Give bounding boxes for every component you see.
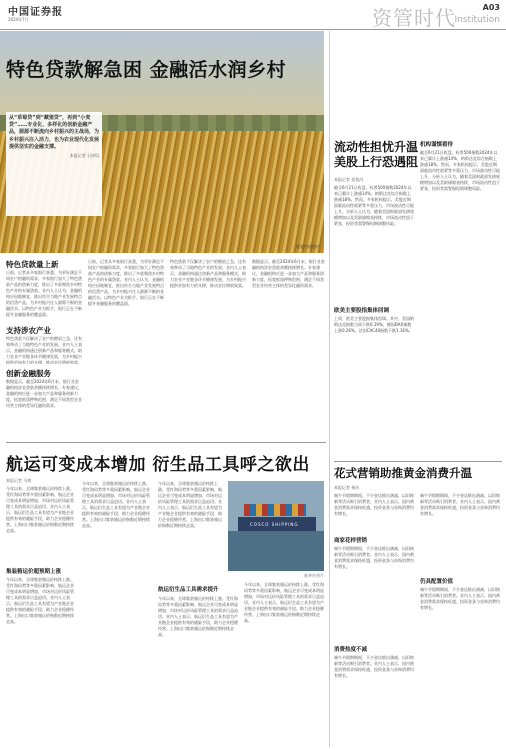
lead-text-col1: 日前，记者从多家银行获悉，为更好满足不同农户的融资需求，多家银行加大了特色贷款产品的创新力度，推出了多款聚焦乡村特色产业的专属贷款。业内人士认为，金融机构应因地制宜，推出符合当地产业发展特点的信贷产品，为乡村振兴注入源源不断的金融活水。以特色产业为抓手，银行正在不断提升金融服务的覆盖面。 [6,270,82,317]
column-divider [329,31,330,747]
page-header [0,0,506,30]
lead-byline: 本报记者 石诗语 [69,153,99,159]
photo-sea [228,531,324,572]
issue-date: 2024年7月 [8,17,29,22]
right-top-subhead-2: 欧美主要股指集体回调 [334,308,390,314]
lead-text-col1c: 数据显示，截至2024年6月末，银行业金融机构涉农贷款余额持续增长。专家建议，金融机构应进一步加大产品和服务创新力度，拓宽抵质押物范围，满足不同类型农业经营主体的差异化融资需求。 [6,379,82,408]
section-title: 资管时代 [372,6,456,30]
ship-label: COSCO SHIPPING [250,521,299,527]
lead-section-head-1: 特色贷款量上新 [6,260,59,269]
right-top-text-col2: 截至6月21日收盘，标普500指数2024年以来已累计上涨逾14%，纳斯达克综合指数上涨逾18%。然而，多家机构提示，美股近期面临流动性收紧等多重压力，市场波动性可能上升。分析人士认为，随着美国财政部发债规模增加以及美联储缩表持续，市场流动性趋于紧张，投资者需警惕短期调整风险。 [420,150,500,191]
second-byline: 本报记者 马爽 [6,478,32,483]
right-top-subhead-1: 机构谨慎看待 [420,142,454,148]
section-english: Institution [454,15,500,25]
right-top-text-col1b: 上周，欧美主要股指集体回调。其中，美国纳斯达克指数当周下跌0.19%，德国DAX指数上涨0.26%，法国CAC40指数下跌1.16%。 [334,316,414,333]
divider-lead [6,442,326,443]
right-mid-text-col2b: 端午节假期期间，不少金店推出满减、以旧换新等活动吸引消费者。业内人士表示，国内黄金消费需求保持旺盛，投资金条与首饰消费均有增长。 [420,587,500,610]
lead-section-head-2: 支持涉农产业 [6,326,51,335]
right-mid-headline: 花式营销助推黄金消费升温 [334,466,472,480]
lead-text-col4: 数据显示，截至2024年6月末，银行业金融机构涉农贷款余额持续增长。专家建议，金融机构应进一步加大产品和服务创新力度，拓宽抵质押物范围，满足不同类型农业经营主体的差异化融资需求。 [252,259,325,288]
ship-photo-caption: 新华社图片 [304,573,324,578]
lead-text-col2: 日前，记者从多家银行获悉，为更好满足不同农户的融资需求，多家银行加大了特色贷款产品的创新力度，推出了多款聚焦乡村特色产业的专属贷款。业内人士认为，金融机构应因地制宜，推出符合当地产业发展特点的信贷产品，为乡村振兴注入源源不断的金融活水。以特色产业为抓手，银行正在不断提升金融服务的覆盖面。 [88,259,164,306]
lead-text-col1b: 特色贷款不仅解决了农户的燃眉之急，还有效带动了当地特色产业的发展。业内人士表示，金融机构通过创新产品和服务模式，助力农业产业链各环节健康发展，为乡村振兴提供更加有力的支撑，推动农民增收致富。 [6,336,82,364]
second-text-col1: 今年以来，全球集装箱运价持续上涨。受红海局势等多重因素影响，航运企业可变成本明显增加，市场对运价风险管理工具的需求日益迫切。业内人士表示，航运衍生品工具有望为产业链企业提供有效的避险手段，助力企业稳健经营。上海出口集装箱运价指数近期持续走高。 [6,486,74,533]
second-subhead-1: 集装箱运价超预期上涨 [6,569,62,575]
right-top-text-col1: 截至6月21日收盘，标普500指数2024年以来已累计上涨逾14%，纳斯达克综合指数上涨逾18%。然而，多家机构提示，美股近期面临流动性收紧等多重压力，市场波动性可能上升。分析人士认为，随着美国财政部发债规模增加以及美联储缩表持续，市场流动性趋于紧张，投资者需警惕短期调整风险。 [334,185,414,226]
right-top-headline: 流动性担忧升温 美股上行恐遇阻 [334,140,419,169]
lead-teaser: 从“草莓贷”到“藏猪贷”，再到“小麦贷”……专业化、多样化的创新金融产品，源源不断流向乡村振兴的主战场，为乡村振兴注入活力，也为农业现代化发展提供坚实的金融支撑。 [9,115,100,150]
right-mid-text-col2: 端午节假期期间，不少金店推出满减、以旧换新等活动吸引消费者。业内人士表示，国内黄金消费需求保持旺盛，投资金条与首饰消费均有增长。 [420,493,500,516]
second-text-col2: 今年以来，全球集装箱运价持续上涨。受红海局势等多重因素影响，航运企业可变成本明显增加，市场对运价风险管理工具的需求日益迫切。业内人士表示，航运衍生品工具有望为产业链企业提供有效的避险手段，助力企业稳健经营。上海出口集装箱运价指数近期持续走高。 [82,481,150,528]
lead-section-head-3: 创新金融服务 [6,369,51,378]
divider-right [334,461,502,462]
second-text-col3: 今年以来，全球集装箱运价持续上涨。受红海局势等多重因素影响，航运企业可变成本明显增加，市场对运价风险管理工具的需求日益迫切。业内人士表示，航运衍生品工具有望为产业链企业提供有效的避险手段，助力企业稳健经营。上海出口集装箱运价指数近期持续走高。 [158,481,222,528]
right-top-byline: 本报记者 张枕河 [334,177,364,182]
second-subhead-2: 航运衍生品工具需求提升 [158,587,219,593]
second-text-col1b: 今年以来，全球集装箱运价持续上涨。受红海局势等多重因素影响，航运企业可变成本明显增加，市场对运价风险管理工具的需求日益迫切。业内人士表示，航运衍生品工具有望为产业链企业提供有效的避险手段，助力企业稳健经营。上海出口集装箱运价指数近期持续走高。 [6,577,74,624]
right-mid-text-col1c: 端午节假期期间，不少金店推出满减、以旧换新等活动吸引消费者。业内人士表示，国内黄金消费需求保持旺盛，投资金条与首饰消费均有增长。 [334,655,414,678]
second-headline: 航运可变成本增加 衍生品工具呼之欲出 [6,455,310,475]
right-mid-subhead-1: 商家花样营销 [334,538,368,544]
right-mid-text-col1b: 端午节假期期间，不少金店推出满减、以旧换新等活动吸引消费者。业内人士表示，国内黄金消费需求保持旺盛，投资金条与首饰消费均有增长。 [334,546,414,569]
right-mid-byline: 本报记者 杨洁 [334,485,360,490]
page-number: A03 [482,3,500,12]
right-mid-subhead-3: 仍具配置价值 [420,579,454,585]
photo-containers [244,504,306,516]
lead-headline: 特色贷款解急困 金融活水润乡村 [6,59,287,81]
second-text-col3b: 今年以来，全球集装箱运价持续上涨。受红海局势等多重因素影响，航运企业可变成本明显增加，市场对运价风险管理工具的需求日益迫切。业内人士表示，航运衍生品工具有望为产业链企业提供有效的避险手段，助力企业稳健经营。上海出口集装箱运价指数近期持续走高。 [158,596,238,637]
lead-teaser-box [6,112,102,216]
photo-credit: 视觉中国图片 [296,244,320,249]
second-text-col4: 今年以来，全球集装箱运价持续上涨。受红海局势等多重因素影响，航运企业可变成本明显增加，市场对运价风险管理工具的需求日益迫切。业内人士表示，航运衍生品工具有望为产业链企业提供有效的避险手段，助力企业稳健经营。上海出口集装箱运价指数近期持续走高。 [244,582,324,623]
lead-text-col3: 特色贷款不仅解决了农户的燃眉之急，还有效带动了当地特色产业的发展。业内人士表示，金融机构通过创新产品和服务模式，助力农业产业链各环节健康发展，为乡村振兴提供更加有力的支撑，推动农民增收致富。 [170,259,246,288]
masthead: 中国证券报 [8,7,63,18]
right-mid-text-col1: 端午节假期期间，不少金店推出满减、以旧换新等活动吸引消费者。业内人士表示，国内黄金消费需求保持旺盛，投资金条与首饰消费均有增长。 [334,493,414,516]
right-mid-subhead-2: 消费热度不减 [334,647,368,653]
ship-photo [228,481,324,571]
